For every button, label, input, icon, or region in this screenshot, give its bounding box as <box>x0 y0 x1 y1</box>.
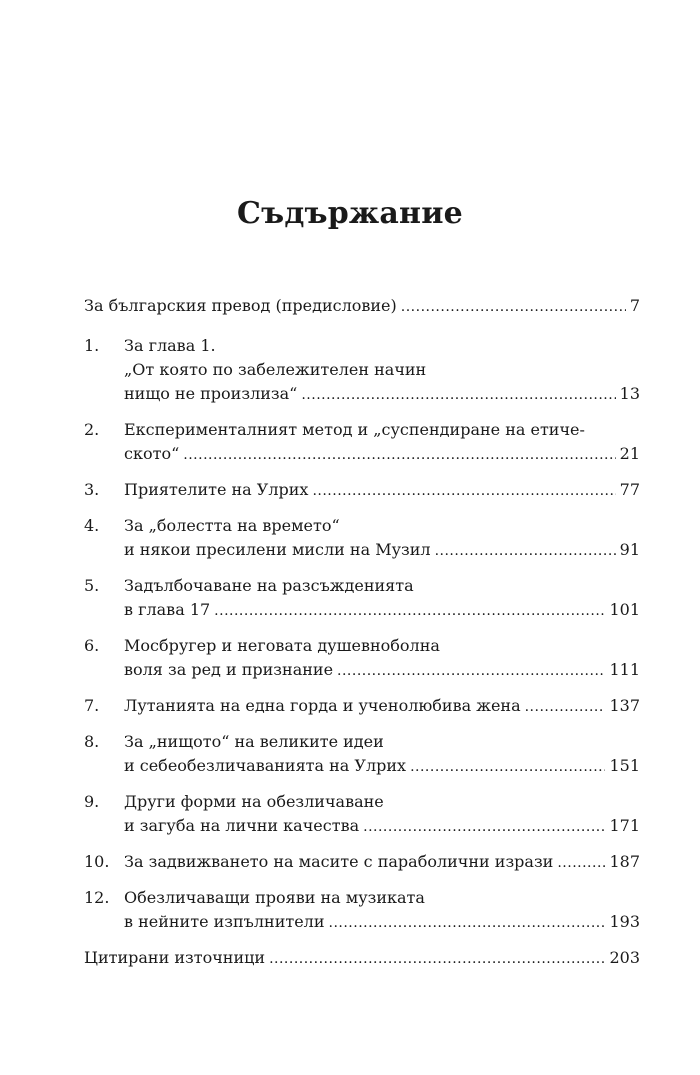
toc-entry-line <box>84 478 640 502</box>
toc-entry <box>84 574 640 622</box>
toc-page-number: 111 <box>609 660 640 679</box>
toc-entry-text: За глава 1. <box>124 336 216 355</box>
toc-page-number: 21 <box>619 444 640 463</box>
dot-leader <box>557 851 605 875</box>
toc-entry-number: 8. <box>84 732 100 751</box>
toc-entry <box>84 850 640 874</box>
toc-entry <box>84 294 640 318</box>
toc-entry <box>84 334 640 406</box>
toc-entry-text: нищо не произлиза“ <box>124 384 298 403</box>
toc-entry-text: и загуба на лични качества <box>124 816 360 835</box>
toc-entry <box>84 886 640 934</box>
toc-entry-text: Задълбочаване на разсъжденията <box>124 576 414 595</box>
toc-page-number: 77 <box>619 480 640 499</box>
toc-entry-text: За „нищото“ на великите идеи <box>124 732 384 751</box>
dot-leader <box>312 479 615 503</box>
toc-entry-text: в глава 17 <box>124 600 211 619</box>
dot-leader <box>525 695 606 719</box>
toc-entry-line <box>84 790 640 814</box>
toc-entry-text: ското“ <box>124 444 180 463</box>
dot-leader <box>337 659 605 683</box>
table-of-contents <box>84 282 640 970</box>
toc-entry-line <box>84 634 640 658</box>
toc-page-number: 101 <box>609 600 640 619</box>
toc-entry-number: 7. <box>84 696 100 715</box>
toc-page-number: 137 <box>609 696 640 715</box>
toc-entry-line <box>84 946 640 970</box>
toc-entry-line <box>84 886 640 910</box>
toc-entry-line <box>84 358 640 382</box>
toc-page-number: 151 <box>609 756 640 775</box>
toc-entry-text: Други форми на обезличаване <box>124 792 384 811</box>
dot-leader <box>329 911 606 935</box>
dot-leader <box>183 443 615 467</box>
toc-entry-text: Мосбругер и неговата душевноболна <box>124 636 440 655</box>
toc-page-number: 193 <box>609 912 640 931</box>
toc-entry-line <box>84 294 640 318</box>
toc-entry-line <box>84 418 640 442</box>
toc-page-number: 7 <box>629 296 640 315</box>
toc-entry-text: Обезличаващи прояви на музиката <box>124 888 425 907</box>
toc-entry-text: Цитирани източници <box>84 948 266 967</box>
toc-entry-line <box>84 574 640 598</box>
toc-entry-text: Приятелите на Улрих <box>124 480 309 499</box>
toc-entry <box>84 478 640 502</box>
dot-leader <box>301 383 615 407</box>
toc-page-number: 203 <box>609 948 640 967</box>
toc-entry-text: Лутанията на една горда и ученолюбива жена <box>124 696 521 715</box>
toc-entry-text: За задвижването на масите с параболични изрази <box>124 852 554 871</box>
toc-entry <box>84 946 640 970</box>
toc-entry-text: и себеобезличаванията на Улрих <box>124 756 407 775</box>
dot-leader <box>410 755 605 779</box>
toc-entry-number: 4. <box>84 516 100 535</box>
dot-leader <box>363 815 605 839</box>
toc-entry-number: 3. <box>84 480 100 499</box>
toc-entry-number: 5. <box>84 576 100 595</box>
toc-entry <box>84 790 640 838</box>
toc-entry <box>84 694 640 718</box>
toc-entry-text: в нейните изпълнители <box>124 912 325 931</box>
dot-leader <box>269 947 605 971</box>
toc-entry <box>84 418 640 466</box>
toc-entry-text: „От която по забележителен начин <box>124 360 427 379</box>
toc-page-number: 187 <box>609 852 640 871</box>
toc-entry-line <box>84 442 640 466</box>
toc-entry-number: 6. <box>84 636 100 655</box>
toc-entry <box>84 514 640 562</box>
toc-entry-number: 1. <box>84 336 100 355</box>
toc-entry-line <box>84 382 640 406</box>
toc-entry <box>84 730 640 778</box>
toc-entry-line <box>84 730 640 754</box>
dot-leader <box>214 599 605 623</box>
toc-page-number: 91 <box>619 540 640 559</box>
toc-entry-line <box>84 334 640 358</box>
toc-entry-number: 12. <box>84 888 110 907</box>
dot-leader <box>435 539 616 563</box>
toc-entry-number: 9. <box>84 792 100 811</box>
toc-entry-text: и някои пресилени мисли на Музил <box>124 540 431 559</box>
toc-entry-line <box>84 850 640 874</box>
toc-entry-line <box>84 658 640 682</box>
toc-entry <box>84 634 640 682</box>
toc-entry-text: За българския превод (предисловие) <box>84 296 397 315</box>
toc-entry-number: 10. <box>84 852 110 871</box>
toc-entry-line <box>84 814 640 838</box>
toc-entry-line <box>84 598 640 622</box>
toc-page-number: 13 <box>619 384 640 403</box>
toc-entry-text: воля за ред и признание <box>124 660 334 679</box>
toc-entry-line <box>84 538 640 562</box>
toc-entry-line <box>84 754 640 778</box>
toc-entry-line <box>84 514 640 538</box>
page-title: Съдържание <box>237 196 463 231</box>
toc-entry-line <box>84 910 640 934</box>
dot-leader <box>401 295 626 319</box>
toc-entry-text: Експерименталният метод и „суспендиране на етиче- <box>124 420 585 439</box>
toc-entry-number: 2. <box>84 420 100 439</box>
toc-page-number: 171 <box>609 816 640 835</box>
toc-entry-text: За „болестта на времето“ <box>124 516 340 535</box>
toc-entry-line <box>84 694 640 718</box>
